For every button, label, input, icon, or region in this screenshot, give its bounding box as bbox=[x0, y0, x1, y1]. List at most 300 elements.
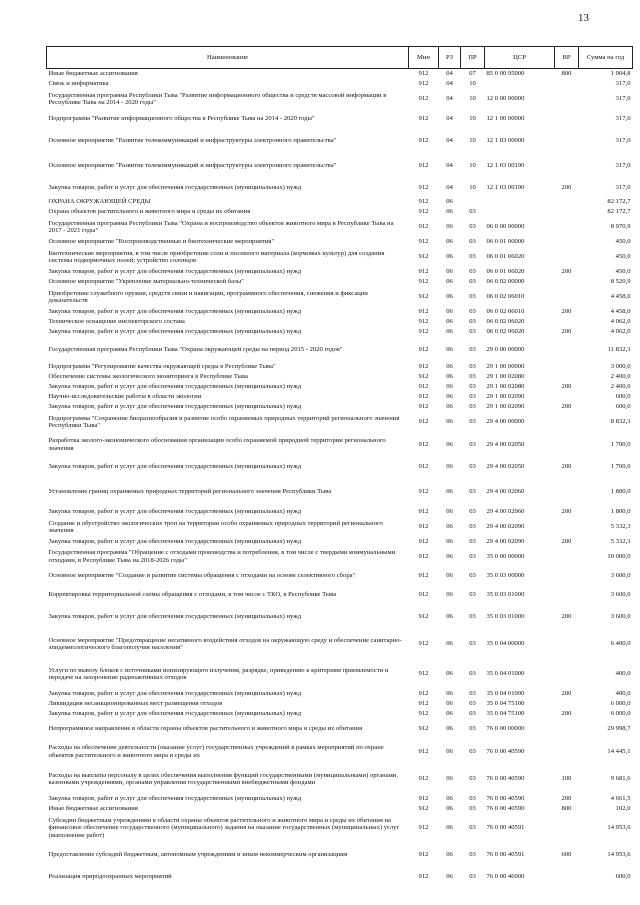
row-vr bbox=[555, 719, 579, 739]
row-pr: 03 bbox=[469, 238, 476, 246]
row-rz: 06 bbox=[446, 824, 453, 832]
row-name: Закупка товаров, работ и услуг для обеспечения государственных (муниципальных) нужд bbox=[48, 383, 302, 391]
row-pr: 03 bbox=[469, 590, 476, 598]
row-vr bbox=[555, 247, 579, 267]
row-min: 912 bbox=[418, 198, 429, 206]
row-rz: 06 bbox=[446, 571, 453, 579]
table-header-row bbox=[47, 47, 633, 69]
row-pr: 03 bbox=[469, 725, 476, 733]
row-min: 912 bbox=[418, 463, 429, 471]
row-vr bbox=[555, 277, 579, 287]
row-vr bbox=[555, 207, 579, 217]
row-name: Иные бюджетные ассигнования bbox=[48, 805, 138, 813]
row-name: Охрана объектов растительного и животного мира и среды их обитания bbox=[48, 208, 251, 216]
row-rz: 06 bbox=[446, 872, 453, 880]
row-rz: 06 bbox=[446, 253, 453, 261]
row-pr bbox=[461, 197, 485, 207]
row-vr: 200 bbox=[561, 463, 572, 471]
row-sum: 10 000,0 bbox=[607, 552, 631, 560]
row-pr: 03 bbox=[469, 463, 476, 471]
row-name: Корректировка территориальной схемы обращения с отходами, в том числе с ТКО, в Республике Тыва bbox=[48, 590, 337, 598]
row-name: Реализация природоохранных мероприятий bbox=[48, 872, 172, 880]
row-min: 912 bbox=[418, 136, 429, 144]
row-sum: 3 600,0 bbox=[610, 590, 631, 598]
row-vr bbox=[555, 217, 579, 237]
row-min: 912 bbox=[418, 725, 429, 733]
table-row bbox=[47, 337, 633, 362]
row-name: Предоставление субсидий бюджетным, автономным учреждениям и иным некоммерческим организациям bbox=[48, 850, 348, 858]
row-vr bbox=[555, 659, 579, 689]
row-csr: 06 0 00 00000 bbox=[486, 223, 525, 231]
row-sum: 8 832,3 bbox=[610, 418, 631, 426]
row-pr: 10 bbox=[469, 80, 476, 88]
row-rz: 06 bbox=[446, 508, 453, 516]
row-pr: 03 bbox=[469, 552, 476, 560]
header-rz: РЗ bbox=[439, 47, 461, 69]
row-vr: 200 bbox=[561, 383, 572, 391]
row-csr: 06 0 02 06020 bbox=[486, 318, 525, 326]
row-name: Создание и обустройство экологических троп на территории особо охраняемых природных территорий регионального значения bbox=[48, 519, 383, 534]
row-min: 912 bbox=[418, 872, 429, 880]
row-vr bbox=[555, 79, 579, 89]
row-name: Техническое оснащение инспекторского состава bbox=[48, 318, 185, 326]
row-sum: 29 998,7 bbox=[607, 725, 631, 733]
row-vr bbox=[555, 585, 579, 604]
row-name: Закупка товаров, работ и услуг для обеспечения государственных (муниципальных) нужд bbox=[48, 795, 302, 803]
row-csr: 06 0 01 06020 bbox=[486, 268, 525, 276]
row-rz: 06 bbox=[446, 850, 453, 858]
row-sum: 317,0 bbox=[615, 136, 631, 144]
row-csr: 29 4 00 02060 bbox=[486, 488, 525, 496]
table-body bbox=[47, 69, 633, 887]
row-vr: 200 bbox=[561, 508, 572, 516]
row-csr bbox=[485, 79, 555, 89]
row-csr bbox=[485, 197, 555, 207]
row-csr: 35 0 04 01000 bbox=[486, 670, 525, 678]
row-csr: 06 0 01 06020 bbox=[486, 253, 525, 261]
row-csr: 35 0 03 01000 bbox=[486, 590, 525, 598]
row-min: 912 bbox=[418, 710, 429, 718]
row-sum: 1 700,0 bbox=[610, 463, 631, 471]
row-min: 912 bbox=[418, 393, 429, 401]
row-name: Связь и информатика bbox=[48, 80, 109, 88]
row-name: Научно-исследовательские работы в области экологии bbox=[48, 393, 202, 401]
row-sum: 3 600,0 bbox=[610, 571, 631, 579]
table-row bbox=[47, 709, 633, 719]
table-row bbox=[47, 629, 633, 659]
row-vr: 100 bbox=[561, 775, 572, 783]
table-row bbox=[47, 547, 633, 566]
row-csr: 06 0 02 06010 bbox=[486, 293, 525, 301]
budget-table bbox=[46, 46, 633, 886]
row-sum: 11 832,3 bbox=[607, 345, 631, 353]
row-vr bbox=[555, 287, 579, 307]
table-row bbox=[47, 89, 633, 109]
row-min: 912 bbox=[418, 418, 429, 426]
row-vr bbox=[555, 699, 579, 709]
row-name: Закупка товаров, работ и услуг для обеспечения государственных (муниципальных) нужд bbox=[48, 690, 302, 698]
row-rz: 06 bbox=[446, 418, 453, 426]
row-min: 912 bbox=[418, 363, 429, 371]
table-row bbox=[47, 402, 633, 412]
row-name: Расходы на выплаты персоналу в целях обеспечения выполнения функций государственными (муниципальными) органами, казенными учреждениями, органами управления государственными внебюджетными фондами bbox=[48, 771, 398, 786]
table-row bbox=[47, 128, 633, 153]
table-row bbox=[47, 719, 633, 739]
row-csr: 29 4 00 02050 bbox=[486, 440, 525, 448]
row-vr bbox=[555, 109, 579, 128]
row-csr: 29 4 00 02050 bbox=[486, 463, 525, 471]
row-pr: 10 bbox=[469, 136, 476, 144]
row-rz: 06 bbox=[446, 318, 453, 326]
row-vr: 200 bbox=[561, 183, 572, 191]
table-row bbox=[47, 517, 633, 537]
row-pr: 03 bbox=[469, 508, 476, 516]
row-csr: 12 1 00 00000 bbox=[486, 114, 525, 122]
row-name: Государственная программа Республики Тыва "Охрана и воспроизводство объектов животного мира в Республике Тыва на 2017 - 2021 годы" bbox=[48, 219, 394, 234]
row-pr: 03 bbox=[469, 393, 476, 401]
row-min: 912 bbox=[418, 318, 429, 326]
table-row bbox=[47, 457, 633, 477]
row-pr: 03 bbox=[469, 824, 476, 832]
row-min: 912 bbox=[418, 278, 429, 286]
row-min: 912 bbox=[418, 345, 429, 353]
table-row bbox=[47, 537, 633, 547]
row-vr bbox=[555, 814, 579, 842]
row-csr: 06 0 01 00000 bbox=[486, 238, 525, 246]
row-pr: 03 bbox=[469, 747, 476, 755]
row-rz: 06 bbox=[446, 463, 453, 471]
row-pr: 03 bbox=[469, 523, 476, 531]
row-sum: 4 661,5 bbox=[610, 795, 631, 803]
row-min: 912 bbox=[418, 95, 429, 103]
row-vr bbox=[555, 392, 579, 402]
row-name: Закупка товаров, работ и услуг для обеспечения государственных (муниципальных) нужд bbox=[48, 403, 302, 411]
table-row bbox=[47, 477, 633, 507]
row-rz: 04 bbox=[446, 183, 453, 191]
row-csr: 29 4 00 02090 bbox=[486, 523, 525, 531]
row-csr: 29 4 00 02090 bbox=[486, 538, 525, 546]
row-pr: 03 bbox=[469, 700, 476, 708]
row-sum: 1 800,0 bbox=[610, 488, 631, 496]
row-name: Закупка товаров, работ и услуг для обеспечения государственных (муниципальных) нужд bbox=[48, 308, 302, 316]
header-csr: ЦСР bbox=[485, 47, 555, 69]
row-csr: 29 1 00 02090 bbox=[486, 403, 525, 411]
row-min: 912 bbox=[418, 552, 429, 560]
row-csr: 35 0 04 75100 bbox=[486, 710, 525, 718]
row-name: Основное мероприятие "Предотвращение негативного воздействия отходов на окружающую среду и обеспечение санитарно-эпидемиологического благополучия населения" bbox=[48, 636, 402, 651]
row-csr: 12 1 03 00190 bbox=[486, 161, 525, 169]
row-rz: 06 bbox=[446, 523, 453, 531]
row-vr: 200 bbox=[561, 690, 572, 698]
row-min: 912 bbox=[418, 571, 429, 579]
row-name: Государственная программа Республики Тыва "Охрана окружающей среды на период 2015 - 2020 годов" bbox=[48, 345, 343, 353]
row-pr: 03 bbox=[469, 795, 476, 803]
row-sum: 82 172,7 bbox=[607, 208, 631, 216]
row-name: Закупка товаров, работ и услуг для обеспечения государственных (муниципальных) нужд bbox=[48, 710, 302, 718]
row-rz: 06 bbox=[446, 552, 453, 560]
row-min: 912 bbox=[418, 805, 429, 813]
table-row bbox=[47, 372, 633, 382]
row-sum: 9 681,6 bbox=[610, 775, 631, 783]
row-vr bbox=[555, 477, 579, 507]
row-name: Закупка товаров, работ и услуг для обеспечения государственных (муниципальных) нужд bbox=[48, 538, 302, 546]
row-csr: 35 0 04 75100 bbox=[486, 700, 525, 708]
row-vr bbox=[555, 739, 579, 764]
row-pr: 03 bbox=[469, 488, 476, 496]
row-sum: 317,0 bbox=[615, 80, 631, 88]
row-vr bbox=[555, 317, 579, 327]
row-sum: 600,0 bbox=[615, 872, 631, 880]
row-name: Услуги по вывозу блоков с источниками ионизирующего излучения, разрядке, приведению к критериям приемлемости и передаче на захоронение радиоактивных отходов bbox=[48, 666, 389, 681]
row-rz: 06 bbox=[446, 345, 453, 353]
row-pr: 03 bbox=[469, 308, 476, 316]
table-row bbox=[47, 217, 633, 237]
row-rz: 04 bbox=[446, 70, 453, 78]
row-pr: 03 bbox=[469, 872, 476, 880]
row-csr: 35 0 00 00000 bbox=[486, 552, 525, 560]
row-csr: 12 1 03 00000 bbox=[486, 136, 525, 144]
row-name: Разработка эколого-экономического обоснования организации особо охраняемой природной территории регионального значения bbox=[48, 437, 386, 452]
row-min: 912 bbox=[418, 640, 429, 648]
table-row bbox=[47, 362, 633, 372]
row-vr: 200 bbox=[561, 710, 572, 718]
table-row bbox=[47, 804, 633, 814]
row-min: 912 bbox=[418, 795, 429, 803]
row-pr: 03 bbox=[469, 318, 476, 326]
row-name: Подпрограмма "Развитие информационного общества в Республике Тыва на 2014 - 2020 годы" bbox=[48, 114, 315, 122]
table-row bbox=[47, 566, 633, 585]
row-min: 912 bbox=[418, 523, 429, 531]
row-rz: 06 bbox=[446, 403, 453, 411]
row-name: Государственная программа Республики Тыва "Развитие информационного общества и средств массовой информации в Республике Тыва на 2014 - 2020 годы" bbox=[48, 91, 387, 106]
row-rz: 06 bbox=[446, 293, 453, 301]
row-vr bbox=[555, 372, 579, 382]
row-rz: 06 bbox=[446, 268, 453, 276]
row-min: 912 bbox=[418, 538, 429, 546]
table-row bbox=[47, 842, 633, 867]
row-rz: 06 bbox=[446, 612, 453, 620]
row-rz: 06 bbox=[446, 640, 453, 648]
row-min: 912 bbox=[418, 403, 429, 411]
row-csr: 29 1 00 02080 bbox=[486, 373, 525, 381]
row-name: Биотехнические мероприятия, в том числе приобретение соли и посевного материала (кормовых культур) для создания системы подкормочных полей; устройство солонцов bbox=[48, 249, 385, 264]
row-rz: 06 bbox=[446, 710, 453, 718]
row-name: Закупка товаров, работ и услуг для обеспечения государственных (муниципальных) нужд bbox=[48, 183, 302, 191]
row-sum: 317,0 bbox=[615, 161, 631, 169]
table-row bbox=[47, 178, 633, 197]
row-pr: 03 bbox=[469, 278, 476, 286]
row-rz: 04 bbox=[446, 114, 453, 122]
row-min: 912 bbox=[418, 70, 429, 78]
header-min: Мин bbox=[409, 47, 439, 69]
table-row bbox=[47, 794, 633, 804]
table-row bbox=[47, 764, 633, 794]
row-vr: 200 bbox=[561, 538, 572, 546]
row-rz: 06 bbox=[446, 805, 453, 813]
row-name: Приобретение служебного оружия, средств связи и навигации, программного обеспечения, снежения и фиксации доказательств bbox=[48, 289, 368, 304]
table-row bbox=[47, 307, 633, 317]
table-row bbox=[47, 277, 633, 287]
row-rz: 06 bbox=[446, 700, 453, 708]
row-min: 912 bbox=[418, 700, 429, 708]
row-vr: 200 bbox=[561, 403, 572, 411]
table-row bbox=[47, 739, 633, 764]
row-vr bbox=[555, 197, 579, 207]
row-min: 912 bbox=[418, 440, 429, 448]
row-rz: 06 bbox=[446, 393, 453, 401]
row-name: Иные бюджетные ассигнования bbox=[48, 70, 138, 78]
row-csr: 76 0 00 00000 bbox=[486, 725, 525, 733]
row-sum: 2 400,0 bbox=[610, 383, 631, 391]
row-csr: 35 0 03 00000 bbox=[486, 571, 525, 579]
row-min: 912 bbox=[418, 80, 429, 88]
row-name: ОХРАНА ОКРУЖАЮЩЕЙ СРЕДЫ bbox=[48, 198, 151, 206]
row-vr bbox=[555, 517, 579, 537]
row-csr: 35 0 04 00000 bbox=[486, 640, 525, 648]
row-vr bbox=[555, 566, 579, 585]
row-rz: 06 bbox=[446, 440, 453, 448]
table-row bbox=[47, 197, 633, 207]
row-min: 912 bbox=[418, 383, 429, 391]
row-sum: 4 458,0 bbox=[610, 308, 631, 316]
table-row bbox=[47, 247, 633, 267]
row-name: Непрограммное направление в области охраны объектов растительного и животного мира и среды их обитания bbox=[48, 725, 363, 733]
row-csr: 12 1 03 00190 bbox=[486, 183, 525, 191]
row-csr: 35 0 04 01000 bbox=[486, 690, 525, 698]
row-min: 912 bbox=[418, 161, 429, 169]
row-name: Подпрограмма "Регулирование качества окружающей среды в Республике Тыва" bbox=[48, 363, 276, 371]
table-row bbox=[47, 412, 633, 432]
row-min: 912 bbox=[418, 208, 429, 216]
row-sum: 400,0 bbox=[615, 670, 631, 678]
row-sum: 4 062,0 bbox=[610, 328, 631, 336]
row-sum: 14 953,6 bbox=[607, 850, 631, 858]
row-pr: 03 bbox=[469, 640, 476, 648]
row-pr: 03 bbox=[469, 612, 476, 620]
row-rz: 06 bbox=[446, 795, 453, 803]
row-min: 912 bbox=[418, 373, 429, 381]
row-pr: 03 bbox=[469, 710, 476, 718]
row-sum: 1 800,0 bbox=[610, 508, 631, 516]
row-name: Установление границ охраняемых природных территорий регионального значения Республики Тыва bbox=[48, 488, 332, 496]
row-pr: 03 bbox=[469, 571, 476, 579]
row-sum: 600,0 bbox=[615, 403, 631, 411]
row-name: Ликвидация несанкционированных мест размещения отходов bbox=[48, 700, 223, 708]
row-rz: 06 bbox=[446, 238, 453, 246]
row-pr: 10 bbox=[469, 161, 476, 169]
table-row bbox=[47, 585, 633, 604]
row-vr bbox=[555, 237, 579, 247]
row-csr: 76 0 00 40591 bbox=[486, 824, 525, 832]
row-sum: 1 700,0 bbox=[610, 440, 631, 448]
table-row bbox=[47, 814, 633, 842]
row-sum: 450,0 bbox=[615, 238, 631, 246]
row-pr: 10 bbox=[469, 114, 476, 122]
row-vr bbox=[555, 128, 579, 153]
row-vr: 200 bbox=[561, 612, 572, 620]
row-name: Расходы на обеспечение деятельности (оказание услуг) государственных учреждений в рамках мероприятий по охране объектов растительного и животного мира и среды их bbox=[48, 744, 384, 759]
row-sum: 600,0 bbox=[615, 393, 631, 401]
row-vr: 200 bbox=[561, 268, 572, 276]
table-row bbox=[47, 207, 633, 217]
row-csr: 29 1 00 00000 bbox=[486, 363, 525, 371]
table-row bbox=[47, 237, 633, 247]
row-pr: 03 bbox=[469, 440, 476, 448]
table-row bbox=[47, 689, 633, 699]
row-min: 912 bbox=[418, 775, 429, 783]
page-number: 13 bbox=[578, 12, 589, 24]
row-csr: 76 0 00 40590 bbox=[486, 805, 525, 813]
row-csr: 12 0 00 00000 bbox=[486, 95, 525, 103]
row-sum: 6 000,0 bbox=[610, 710, 631, 718]
row-sum: 3 000,0 bbox=[610, 363, 631, 371]
row-vr bbox=[555, 362, 579, 372]
row-name: Закупка товаров, работ и услуг для обеспечения государственных (муниципальных) нужд bbox=[48, 268, 302, 276]
row-rz: 06 bbox=[446, 725, 453, 733]
table-row bbox=[47, 317, 633, 327]
row-vr bbox=[555, 432, 579, 457]
row-vr bbox=[555, 629, 579, 659]
row-rz: 06 bbox=[446, 223, 453, 231]
row-name: Закупка товаров, работ и услуг для обеспечения государственных (муниципальных) нужд bbox=[48, 612, 302, 620]
row-pr: 10 bbox=[469, 95, 476, 103]
row-min: 912 bbox=[418, 590, 429, 598]
row-sum: 317,0 bbox=[615, 114, 631, 122]
row-name: Подпрограмма "Сохранение биоразнообразия и развитие особо охраняемых природных территорий регионального значения Республики Тыва" bbox=[48, 414, 400, 429]
row-min: 912 bbox=[418, 850, 429, 858]
row-rz: 06 bbox=[446, 488, 453, 496]
row-sum: 1 904,8 bbox=[610, 70, 631, 78]
table-row bbox=[47, 287, 633, 307]
row-csr: 29 1 00 02080 bbox=[486, 383, 525, 391]
row-name: Государственная программа "Обращение с отходами производства и потребления, в том числе с твердыми коммунальными отходами, в Республике Тыва на 2018-2026 годы" bbox=[48, 549, 396, 564]
row-rz: 06 bbox=[446, 328, 453, 336]
header-sum: Сумма на год bbox=[579, 47, 633, 69]
row-sum: 82 172,7 bbox=[607, 198, 631, 206]
row-csr: 29 1 00 02090 bbox=[486, 393, 525, 401]
row-min: 912 bbox=[418, 488, 429, 496]
row-rz: 04 bbox=[446, 80, 453, 88]
row-pr: 03 bbox=[469, 253, 476, 261]
table-row bbox=[47, 392, 633, 402]
row-name: Закупка товаров, работ и услуг для обеспечения государственных (муниципальных) нужд bbox=[48, 463, 302, 471]
table-row bbox=[47, 69, 633, 80]
row-sum: 14 953,6 bbox=[607, 824, 631, 832]
row-rz: 06 bbox=[446, 383, 453, 391]
row-pr: 03 bbox=[469, 223, 476, 231]
row-vr: 800 bbox=[561, 70, 572, 78]
row-pr: 03 bbox=[469, 805, 476, 813]
row-csr: 06 0 02 06010 bbox=[486, 308, 525, 316]
row-pr: 03 bbox=[469, 690, 476, 698]
row-sum: 6 400,0 bbox=[610, 640, 631, 648]
row-csr: 76 0 00 40590 bbox=[486, 775, 525, 783]
row-min: 912 bbox=[418, 268, 429, 276]
row-csr: 29 4 00 00000 bbox=[486, 418, 525, 426]
row-vr bbox=[555, 547, 579, 566]
row-pr: 03 bbox=[469, 328, 476, 336]
row-sum: 2 400,0 bbox=[610, 373, 631, 381]
row-csr: 76 0 00 46000 bbox=[486, 872, 525, 880]
row-vr: 600 bbox=[561, 850, 572, 858]
row-csr: 35 0 03 01000 bbox=[486, 612, 525, 620]
row-pr: 03 bbox=[469, 670, 476, 678]
row-sum: 317,0 bbox=[615, 183, 631, 191]
row-csr: 76 0 00 40590 bbox=[486, 747, 525, 755]
row-min: 912 bbox=[418, 508, 429, 516]
row-pr: 03 bbox=[469, 850, 476, 858]
row-rz: 06 bbox=[446, 208, 453, 216]
